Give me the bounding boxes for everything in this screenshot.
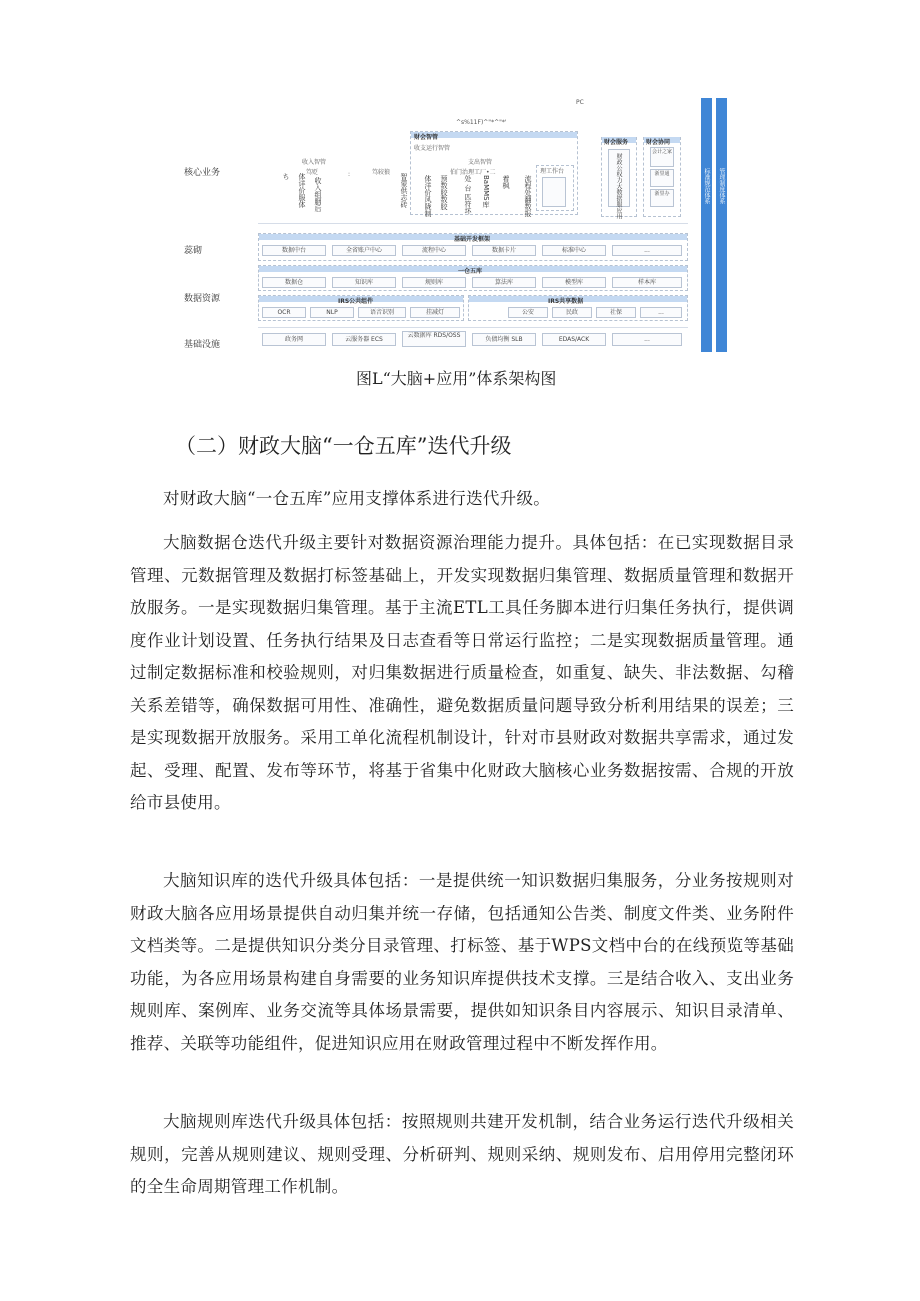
pc-label: PC xyxy=(576,99,584,106)
paragraph-knowledge-base xyxy=(130,865,794,1060)
infra-item: 云服务器 ECS xyxy=(332,333,396,346)
infra-item: 政务网 xyxy=(262,333,326,346)
infra-item: EDAS/ACK xyxy=(542,333,606,346)
management-strip-label: 管理制度体系 xyxy=(718,168,725,204)
core-text-7: 体洋价风陇制 xyxy=(424,175,432,217)
shouzhi-title: 收支运行智管 xyxy=(414,145,451,152)
row-label-core: 核心业务 xyxy=(184,168,221,178)
kuaiji-title: 财会服务 xyxy=(604,139,629,146)
shouru-title: 收入智管 xyxy=(302,159,327,166)
irs-tool-item: NLP xyxy=(310,307,354,318)
separator-1 xyxy=(258,223,688,224)
warehouse-item: 样本库 xyxy=(612,277,682,288)
standards-strip xyxy=(701,98,712,352)
infra-item: 云数据库 RDS/OSS xyxy=(402,331,466,347)
irs-share-title: IRS共享数据 xyxy=(548,298,584,305)
paragraph-rule-base xyxy=(130,1106,794,1204)
core-text-2: 体详价服体 xyxy=(298,173,306,208)
paragraph-text: 大脑数据仓迭代升级主要针对数据资源治理能力提升。具体包括：在已实现数据目录管理、元数据管理及数据打标签基础上，开发实现数据归集管理、数据质量管理和数据开放服务。一是实现数据归集管理。基于主流ETL工具任务脚本进行归集任务执行，提供调度作业计划设置、任务执行结果及日志查看等日常运行监控；二是实现数据质量管理。通过制定数据标准和校验规则，对归集数据进行质量检查，如重复、缺失、非法数据、勾稽关系差错等，确保数据可用性、准确性，避免数据质量问题导致分析利用结果的误差；三是实现数据开放服务。采用工单化流程机制设计，针对市县财政对数据共享需求，通过发起、受理、配置、发布等环节，将基于省集中化财政大脑核心业务数据按需、合规的开放给市县使用。 xyxy=(130,533,794,812)
infra-item: ... xyxy=(612,333,682,346)
irs-tool-item: 语音识别 xyxy=(358,307,406,318)
xiezuo-item-2: 浙里通 xyxy=(650,169,674,187)
xiezuo-title: 财会协同 xyxy=(646,139,671,146)
row-label-data: 数据资源 xyxy=(184,294,221,304)
platform-item: 数据卡片 xyxy=(472,245,536,256)
paragraph-text: 大脑知识库的迭代升级具体包括：一是提供统一知识数据归集服务，分业务按规则对财政大脑各应用场景提供自动归集并统一存储，包括通知公告类、制度文件类、业务附件文档类等。二是提供知识分类分目录管理、打标签、基于WPS文档中台的在线预览等基础功能，为各应用场景构建自身需要的业务知识库提供技术支撑。三是结合收入、支出业务规则库、案例库、业务交流等具体场景需要，提供如知识条目内容展示、知识目录清单、推荐、关联等功能组件，促进知识应用在财政管理过程中不断发挥作用。 xyxy=(130,871,794,1053)
core-text-11: BaMMS库 xyxy=(482,175,490,208)
section-heading: （二）财政大脑“一仓五库”迭代升级 xyxy=(175,434,512,458)
paragraph-data-warehouse xyxy=(130,527,794,820)
paragraph-intro xyxy=(130,483,794,516)
core-text-10: 处 台 匹符坏 xyxy=(464,175,472,215)
platform-item: ... xyxy=(612,245,682,256)
core-text-1: ち xyxy=(282,173,290,180)
irs-share-item: 社保 xyxy=(596,307,636,318)
irs-tools-title: IRS公共组件 xyxy=(338,298,374,305)
core-text-3: 笃贬 xyxy=(306,169,319,176)
irs-tool-item: 挂减灯 xyxy=(410,307,460,318)
core-text-6: 智蒙供志砖 xyxy=(400,173,408,208)
platform-item: 数据中台 xyxy=(262,245,326,256)
platform-title: 基础开发框架 xyxy=(454,236,491,243)
warehouse-title: 一仓五库 xyxy=(458,268,483,275)
top-code-label: ^s%11F)^"*^"*' xyxy=(456,119,507,126)
irs-tool-item: OCR xyxy=(262,307,306,318)
warehouse-item: 数据仓 xyxy=(262,277,326,288)
platform-item: 全省账户中心 xyxy=(332,245,396,256)
paragraph-text: 大脑规则库迭代升级具体包括：按照规则共建开发机制，结合业务运行迭代升级相关规则，完善从规则建议、规则受理、分析研判、规则采纳、规则发布、启用停用完整闭环的全生命周期管理工作机制。 xyxy=(130,1112,794,1196)
irs-share-item: 民政 xyxy=(552,307,592,318)
irs-share-item: ... xyxy=(640,307,682,318)
platform-item: 标准中心 xyxy=(542,245,606,256)
infra-item: 负债均衡 SLB xyxy=(472,333,536,346)
xiezuo-item-1: 会计之家 xyxy=(650,147,674,167)
warehouse-item: 知识库 xyxy=(332,277,396,288)
paragraph-text: 对财政大脑“一仓五库”应用支撑体系进行迭代升级。 xyxy=(163,489,551,508)
platform-item: 流程中心 xyxy=(402,245,466,256)
row-label-platform: 蕊砌 xyxy=(184,246,203,256)
architecture-diagram xyxy=(178,95,738,357)
core-text-12: 着枫 xyxy=(502,175,510,189)
core-dot: : xyxy=(348,171,351,178)
gongzuotai-inner xyxy=(542,177,566,207)
warehouse-item: 模型库 xyxy=(542,277,606,288)
gongzuotai-title: 理工作台 xyxy=(540,168,565,175)
core-text-8: 预数胶数胶 xyxy=(440,175,448,210)
standards-strip-label: 标准规范体系 xyxy=(703,168,710,204)
xiezuo-item-3: 浙里办 xyxy=(650,189,674,207)
core-text-5: 笃较狼 xyxy=(372,169,391,176)
warehouse-item: 算法库 xyxy=(472,277,536,288)
core-text-9: 伯门治理工厂•二 xyxy=(450,169,496,176)
row-label-infra: 基础没施 xyxy=(184,340,221,350)
core-text-13: 流程处翻数报 xyxy=(524,175,532,217)
irs-share-item: 公安 xyxy=(508,307,548,318)
warehouse-item: 规则库 xyxy=(402,277,466,288)
management-strip xyxy=(716,98,727,352)
figure-caption: 图L“大脑+应用”体系架构图 xyxy=(356,369,557,388)
kuaiji-col: 财政公权力大数据服应用 xyxy=(615,153,622,219)
separator-2 xyxy=(258,327,688,328)
zhichu-title: 支出智管 xyxy=(468,159,493,166)
caizhi-title: 财会智管 xyxy=(414,134,439,141)
core-text-4: 收入组胭后 xyxy=(314,177,322,212)
